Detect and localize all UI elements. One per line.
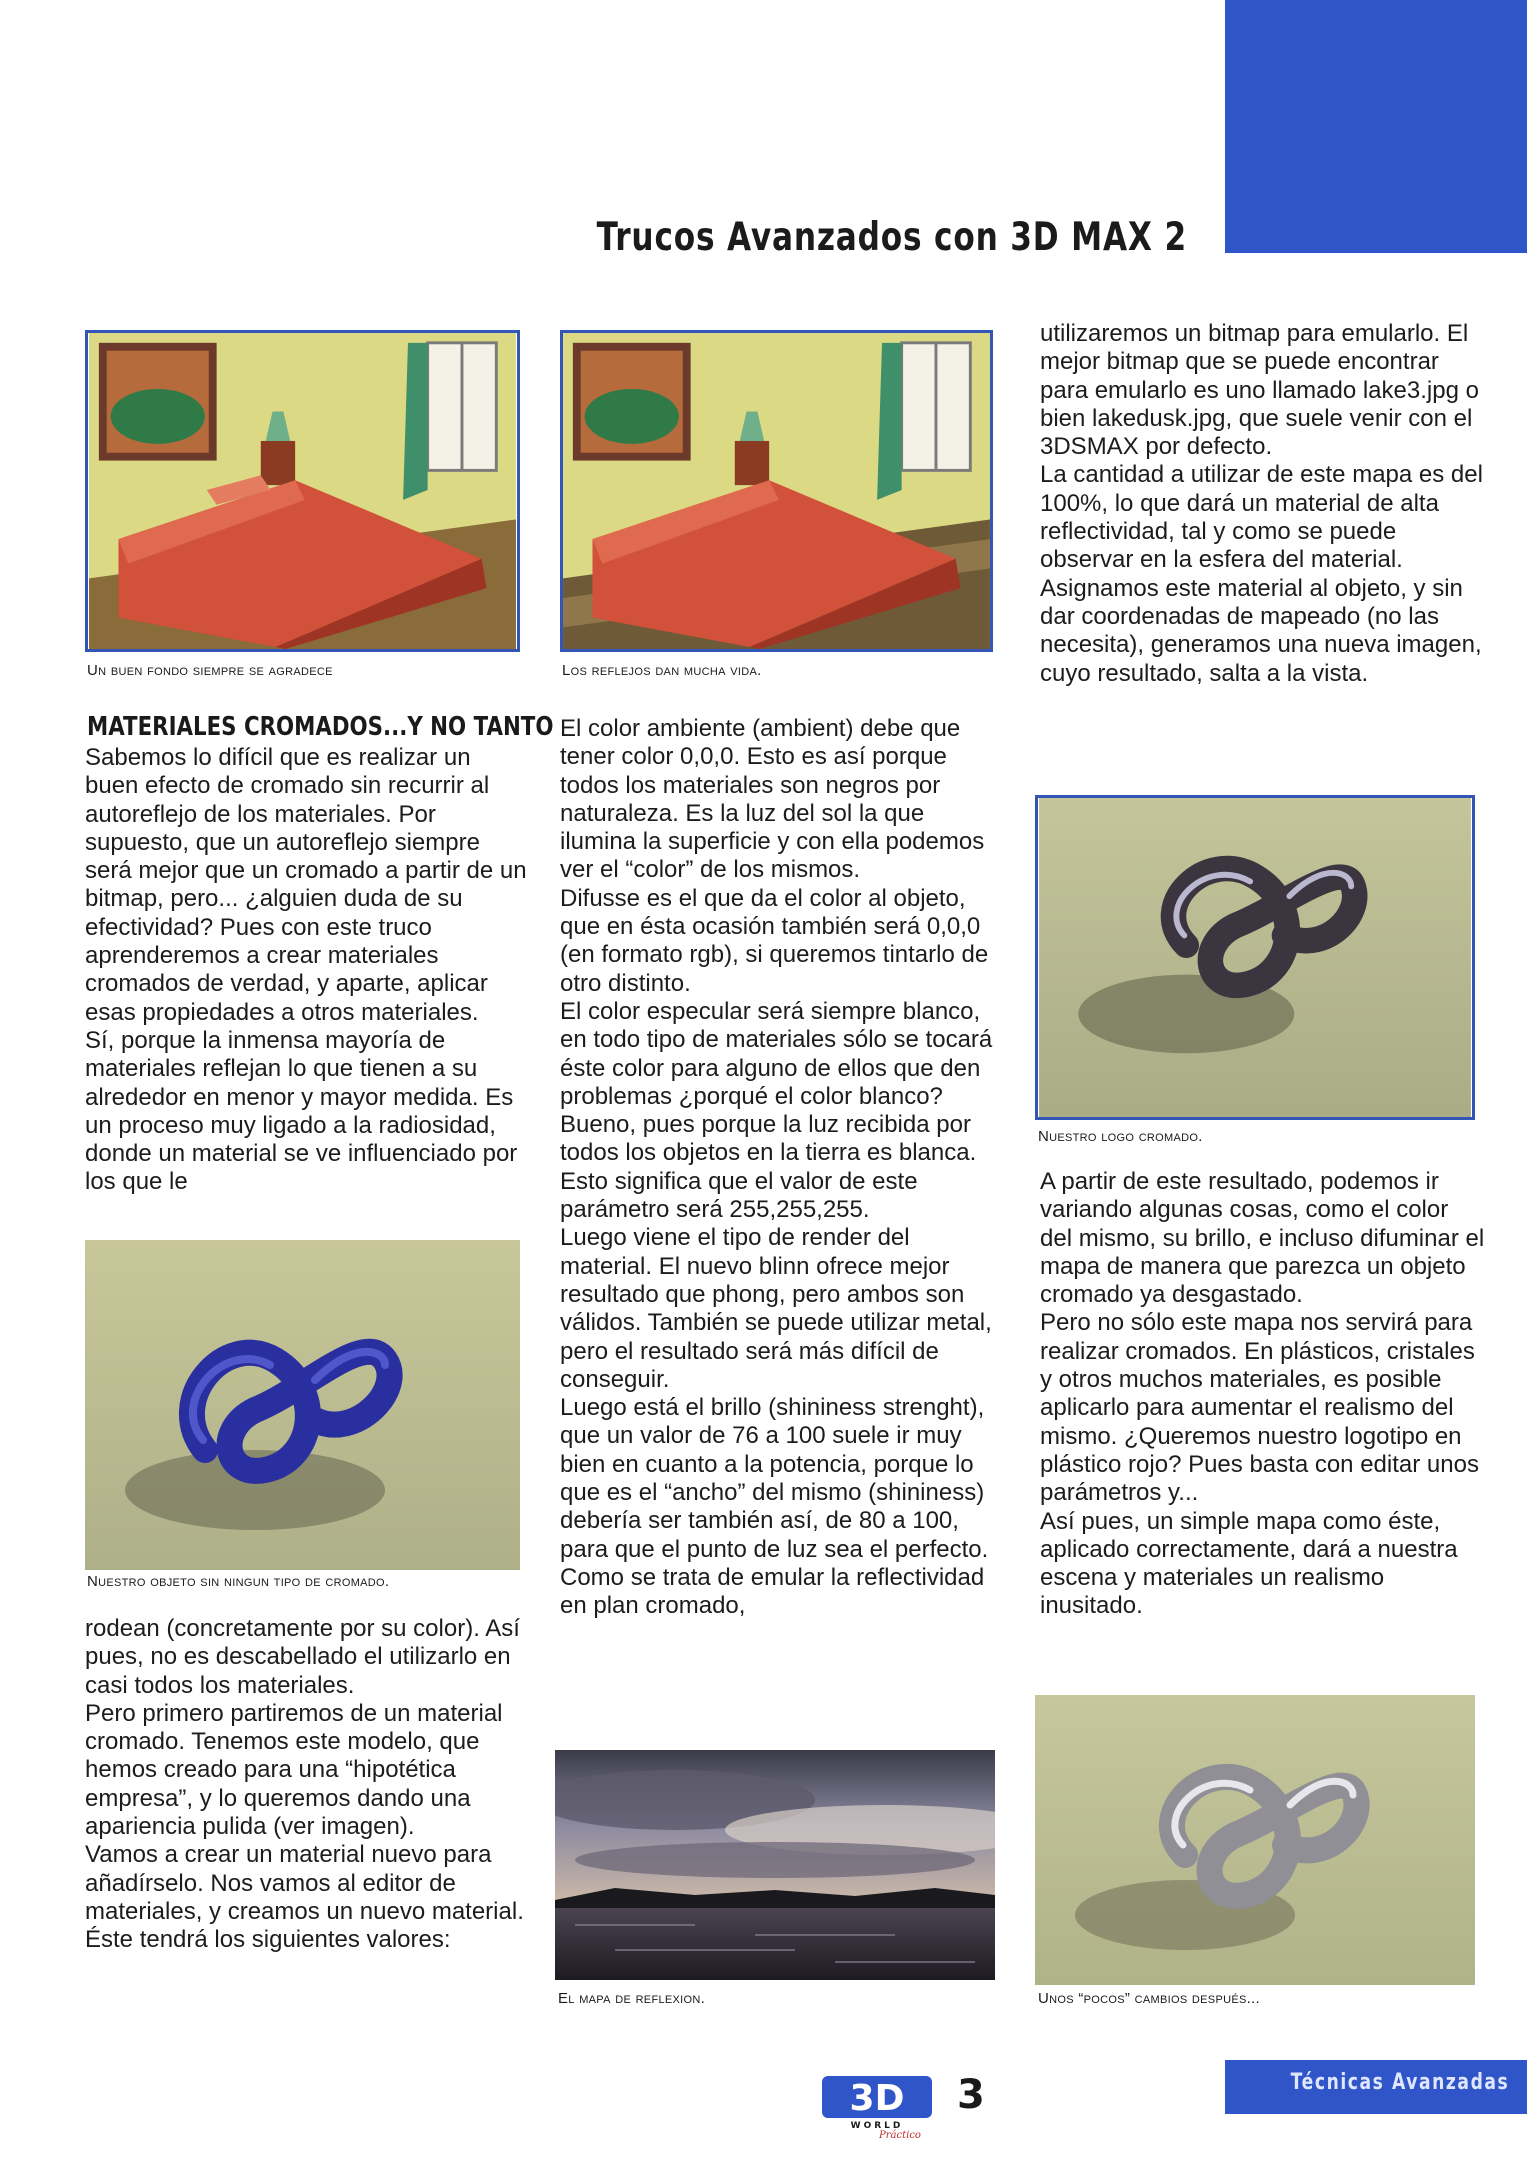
blue-knot-image-caption: Nuestro objeto sin ningun tipo de cromado. xyxy=(87,1573,390,1590)
paragraph: Sabemos lo difícil que es realizar un buen efecto de cromado sin recurrir al autoreflejo de los materiales. Por supuesto, que un autoreflejo siempre será mejor que un cromado a partir de un bitmap, pero... ¿alguien duda de su efectividad? Pues con este truco aprenderemos a crear materiales cromados de verdad, y aparte, aplicar esas propiedades a otros materiales. xyxy=(85,744,527,1026)
chrome-logo-image xyxy=(1035,795,1475,1120)
paragraph: El color ambiente (ambient) debe que tener color 0,0,0. Esto es así porque todos los materiales son negros por naturaleza. Es la luz del sol la que ilumina la superficie y con ella podemos ver el “color” de los mismos. xyxy=(560,715,985,884)
reflection-map-caption: El mapa de reflexion. xyxy=(558,1990,706,2007)
chrome-logo-caption: Nuestro logo cromado. xyxy=(1038,1128,1203,1145)
section-heading: MATERIALES CROMADOS...Y NO TANTO xyxy=(87,712,554,742)
paragraph: A partir de este resultado, podemos ir variando algunas cosas, como el color del mismo, su brillo, e incluso difuminar el mapa de manera que parezca un objeto cromado ya desgastado. xyxy=(1040,1168,1485,1309)
column3-text-a xyxy=(1040,320,1485,688)
paragraph: El color especular será siempre blanco, en todo tipo de materiales sólo se tocará éste color para alguno de ellos que den problemas ¿porqué el color blanco? Bueno, pues porque la luz recibida por todos los objetos en la tierra es blanca. Esto significa que el valor de este parámetro será 255,255,255. xyxy=(560,997,993,1224)
paragraph: Como se trata de emular la reflectividad en plan cromado, xyxy=(560,1563,985,1620)
paragraph: Luego está el brillo (shininess strenght), que un valor de 76 a 100 suele ir muy bien en cuanto a la potencia, porque lo que es el “ancho” del mismo (shininess) debería ser también así, de 80 a 100, para que el punto de luz sea el perfecto. xyxy=(560,1394,989,1563)
page-header-title: Trucos Avanzados con 3D MAX 2 xyxy=(596,215,1187,260)
column1-text-a xyxy=(85,744,530,1197)
paragraph: Difusse es el que da el color al objeto, que en ésta ocasión también será 0,0,0 (en formato rgb), si queremos tintarlo de otro distinto. xyxy=(560,884,989,997)
column3-text-b xyxy=(1040,1168,1485,1621)
bedroom-image-caption: Un buen fondo siempre se agradece xyxy=(87,662,333,679)
column2-text xyxy=(560,715,1005,1621)
paragraph: utilizaremos un bitmap para emularlo. El mejor bitmap que se puede encontrar para emularlo es uno llamado lake3.jpg o bien lakedusk.jpg, que suele venir con el 3DSMAX por defecto. xyxy=(1040,320,1479,461)
blue-knot-image xyxy=(85,1240,520,1570)
bedroom-reflections-caption: Los reflejos dan mucha vida. xyxy=(562,662,762,679)
paragraph: Pero no sólo este mapa nos servirá para realizar cromados. En plásticos, cristales y otros muchos materiales, es posible aplicarlo para aumentar el realismo del mismo. ¿Queremos nuestro logotipo en plástico rojo? Pues basta con editar unos parámetros y... xyxy=(1040,1309,1479,1507)
3d-world-logo xyxy=(820,2070,940,2140)
paragraph: Así pues, un simple mapa como éste, aplicado correctamente, dará a nuestra escena y materiales un realismo inusitado. xyxy=(1040,1507,1458,1620)
column1-text-b xyxy=(85,1615,530,1955)
bedroom-reflections-image xyxy=(560,330,993,652)
page-number: 3 xyxy=(957,2072,985,2118)
footer-section-label: Técnicas Avanzadas xyxy=(1290,2070,1509,2095)
footer-section-bar xyxy=(1225,2060,1527,2114)
paragraph: Sí, porque la inmensa mayoría de materiales reflejan lo que tienen a su alrededor en menor y mayor medida. Es un proceso muy ligado a la radiosidad, donde un material se ve influenciado por los que le xyxy=(85,1026,518,1196)
paragraph: Vamos a crear un material nuevo para añadírselo. Nos vamos al editor de materiales, y creamos un nuevo material. Éste tendrá los siguientes valores: xyxy=(85,1841,524,1954)
bedroom-image xyxy=(85,330,520,652)
silver-knot-caption: Unos “pocos” cambios después... xyxy=(1038,1990,1260,2007)
silver-knot-image xyxy=(1035,1695,1475,1985)
paragraph: Luego viene el tipo de render del material. El nuevo blinn ofrece mejor resultado que phong, pero ambos son válidos. También se puede utilizar metal, pero el resultado será más difícil de conseguir. xyxy=(560,1224,992,1393)
logo-sub: WORLD xyxy=(850,2121,904,2131)
header-color-block xyxy=(1225,0,1527,253)
logo-text: 3D xyxy=(849,2078,905,2119)
reflection-map-image xyxy=(555,1750,995,1980)
logo-script: Práctico xyxy=(879,2130,921,2140)
paragraph: La cantidad a utilizar de este mapa es del 100%, lo que dará un material de alta reflectividad, tal y como se puede observar en la esfera del material. Asignamos este material al objeto, y sin dar coordenadas de mapeado (no las necesita), generamos una nueva imagen, cuyo resultado, salta a la vista. xyxy=(1040,461,1483,687)
paragraph: rodean (concretamente por su color). Así pues, no es descabellado el utilizarlo en casi todos los materiales. xyxy=(85,1615,520,1699)
paragraph: Pero primero partiremos de un material cromado. Tenemos este modelo, que hemos creado para una “hipotética empresa”, y lo queremos dando una apariencia pulida (ver imagen). xyxy=(85,1699,503,1841)
